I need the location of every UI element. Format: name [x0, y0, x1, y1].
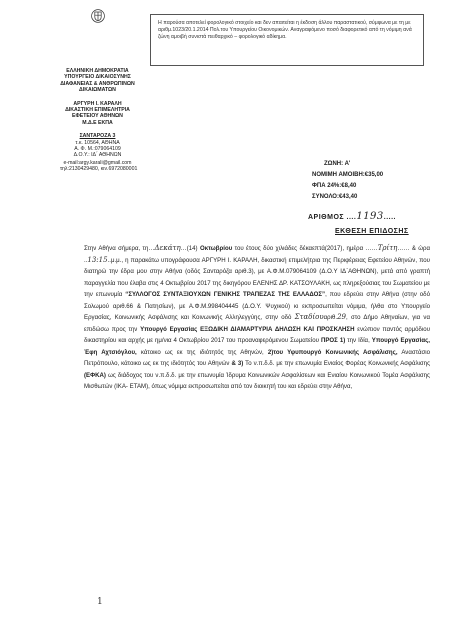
agency-line: ΔΙΑΦΑΝΕΙΑΣ & ΑΝΘΡΩΠΙΝΩΝ	[60, 80, 135, 87]
address-line: Δ.Ο.Υ.: ΙΔ΄ ΑΘΗΝΩΝ	[73, 152, 122, 159]
body-text: κάτοικο ως εκ της ιδιότητός της Αθηνών,	[140, 348, 264, 356]
body-text-bold: Υπουργό Εργασίας, Έφη Αχτσιόγλου,	[84, 337, 430, 356]
body-text: του έτους δύο χιλιάδες	[234, 245, 298, 252]
body-text: ως διάδοχος του ν.π.δ.δ. με την επωνυμία Ίδρυμα Κοινωνικών Ασφαλίσεων και Ενιαίου Κοινωνικού Τομέα Ασφάλισης Μισθωτών (ΙΚΑ- ΕΤΑΜ), όπως νόμιμα εκπροσωπείται από τον διοικητή του και εδρεύει στην Αθήνα,	[84, 371, 430, 390]
bailiff-block	[60, 101, 135, 127]
agency-line: ΥΠΟΥΡΓΕΙΟ ΔΙΚΑΙΟΣΥΝΗΣ	[64, 74, 131, 81]
body-text: Αναστάσιο Πετρόπουλο, κάτοικο ως εκ της ιδιότητός του Αθηνών	[84, 348, 430, 367]
agency-block	[60, 68, 135, 94]
bailiff-line: ΔΙΚΑΣΤΙΚΗ ΕΠΙΜΕΛΗΤΡΙΑ	[65, 107, 130, 114]
body-paragraph: Στην Αθήνα σήμερα, τη…Δεκάτη…(14) Οκτωβρίου του έτους δύο χιλιάδες δέκαεπτά(2017), ημέρα ……Τρίτη…… & ώρα ..13:15..μ.μ., η παρακάτω υπογράφουσα ΑΡΓΥΡΗ Ι. ΚΑΡΑΛΗ, δικαστική επιμελήτρια της Περιφέρειας Εφετείου Αθηνών, που διατηρώ την έδρα μου στην Αθήνα (οδός Σανταρόζα αριθ.3), με Α.Φ.Μ.079064109 (Δ.Ο.Υ ΙΔ΄ΑΘΗΝΩΝ), μετά από γραπτή παραγγελία που έλαβα στις 4 Οκτωβρίου 2017 της δικηγόρου ΕΛΕΝΗΣ ΔΡ. ΚΑΤΣΟΥΛΑΚΗ, ως πληρεξούσιας του Σωματείου με την επωνυμία “ΣΥΛΛΟΓΟΣ ΣΥΝΤΑΞΙΟΥΧΩΝ ΓΕΝΙΚΗΣ ΤΡΑΠΕΖΑΣ ΤΗΣ ΕΛΛΑΔΟΣ”, που εδρεύει στην Αθήνα (στην οδό Σολωμού αριθ.66 & Πατησίων), με Α.Φ.Μ.998404445 (Δ.Ο.Υ. Ψυχικού) κι εκπροσωπείται νόμιμα, ήλθα στο Υπουργείο Εργασίας, Κοινωνικής Ασφάλισης και Κοινωνικής Αλληλεγγύης, στην οδό Σταδίουαριθ.29, στο Δήμο Αθηναίων, για να επιδώσω προς την Υπουργό Εργασίας ΕΞΩΔΙΚΗ ΔΙΑΜΑΡΤΥΡΙΑ ΔΗΛΩΣΗ ΚΑΙ ΠΡΟΣΚΛΗΣΗ ενώπιον παντός αρμόδιου δικαστηρίου και αρχής με ημ/νια 4 Οκτωβρίου 2017 του προαναφερόμενου Σωματείου ΠΡΟΣ 1) την Ιδία, Υπουργό Εργασίας, Έφη Αχτσιόγλου, κάτοικο ως εκ της ιδιότητός της Αθηνών, 2)του Υφυπουργό Κοινωνικής Ασφάλισης, Αναστάσιο Πετρόπουλο, κάτοικο ως εκ της ιδιότητός του Αθηνών & 3) Το ν.π.δ.δ. με την επωνυμία Ενιαίος Φορέας Κοινωνικής Ασφάλισης (ΕΦΚΑ) ως διάδοχος του ν.π.δ.δ. με την επωνυμία Ίδρυμα Κοινωνικών Ασφαλίσεων και Ενιαίου Κοινωνικού Τομέα Ασφάλισης Μισθωτών (ΙΚΑ- ΕΤΑΜ), όπως νόμιμα εκπροσωπείται από τον διοικητή του και εδρεύει στην Αθήνα,	[84, 244, 431, 390]
body-text: , που εδρεύει στην Αθήνα (στην οδό Σολωμού αριθ.66 & Πατησίων), με Α.Φ.Μ.998404445 (Δ.Ο.Υ. Ψυχικού) κι εκπροσωπείται νόμιμα, ήλθα στο Υπουργείο Εργασίας, Κοινωνικής Ασφάλισης και Κοινωνικής Αλληλεγγύης, στην οδό	[84, 291, 430, 321]
document-number: ΑΡΙΘΜΟΣ ....1193.....	[308, 211, 397, 222]
body-text: (14)	[186, 245, 198, 252]
tax-notice-text: Η παρούσα αποτελεί φορολογικό στοιχείο και δεν απαιτείται η έκδοση άλλου παραστατικού, σύμφωνα με τη με αριθμ.1023/20.1.2014 Πολ.του Υπουργείου Οικονομικών. Αναγραφόμενο ποσό διαφορετικό από τη νόμιμη ανά ζώνη αμοιβή συνιστά πειθαρχικό – φορολογικό αδίκημα.	[158, 20, 412, 40]
contact-block	[60, 159, 138, 173]
page-number: 1	[97, 597, 103, 607]
fee-legal: ΝΟΜΙΜΗ ΑΜΟΙΒΗ:€35,00	[312, 172, 384, 178]
body-text: & ώρα	[411, 245, 431, 252]
body-text: Το ν.π.δ.δ. με την επωνυμία Ενιαίος Φορέας Κοινωνικής Ασφάλισης	[245, 360, 431, 367]
handwritten-weekday: Τρίτη	[377, 244, 398, 252]
body-text-bold: & 3)	[231, 360, 244, 367]
fee-zone: ΖΩΝΗ: Α'	[324, 161, 351, 167]
fee-summary	[312, 159, 432, 203]
body-text: Στην Αθήνα σήμερα, τη	[84, 245, 149, 252]
handwritten-street-number: 29	[337, 313, 347, 321]
body-text: δέκαεπτά(2017), ημέρα	[299, 245, 364, 252]
body-text-bold: Υπουργό Εργασίας ΕΞΩΔΙΚΗ ΔΙΑΜΑΡΤΥΡΙΑ ΔΗΛΩΣΗ ΚΑΙ ΠΡΟΣΚΛΗΣΗ	[140, 325, 355, 333]
handwritten-street: Σταδίου	[294, 313, 324, 321]
handwritten-time: 13:15	[87, 255, 108, 264]
body-text-bold: (ΕΦΚΑ)	[84, 371, 106, 379]
bailiff-line: Μ.Δ.Ε ΕΚΠΑ	[82, 119, 113, 126]
body-text-bold: Οκτωβρίου	[199, 245, 233, 252]
body-text: , στο Δήμο Αθηναίων, για να επιδώσω προς την	[84, 314, 430, 333]
fee-vat: ΦΠΑ 24%:€8,40	[312, 183, 357, 189]
tax-notice-box	[150, 14, 424, 66]
sender-header	[60, 8, 138, 173]
fee-total: ΣΥΝΟΛΟ:€43,40	[312, 194, 358, 200]
email-line: e-mail:argy.karali@gmail.com	[63, 159, 132, 166]
document-title: ΕΚΘΕΣΗ ΕΠΙΔΟΣΗΣ	[335, 228, 409, 235]
body-text-bold: “ΣΥΛΛΟΓΟΣ ΣΥΝΤΑΞΙΟΥΧΩΝ ΓΕΝΙΚΗΣ ΤΡΑΠΕΖΑΣ ΤΗΣ ΕΛΛΑΔΟΣ”	[125, 291, 326, 298]
body-text-bold: ΠΡΟΣ 1)	[320, 337, 346, 344]
body-text-bold: 2)του Υφυπουργό Κοινωνικής Ασφάλισης,	[267, 348, 398, 356]
bailiff-line: ΕΦΕΤΕΙΟΥ ΑΘΗΝΩΝ	[72, 113, 123, 120]
body-text: αριθ.	[323, 314, 338, 321]
address-line: τ.κ. 10564, ΑΘΗΝΑ	[75, 139, 120, 146]
document-number-label: ΑΡΙΘΜΟΣ	[308, 214, 345, 221]
handwritten-day: Δεκάτη	[154, 244, 181, 252]
address-block	[60, 133, 135, 159]
document-body	[84, 243, 430, 393]
greek-coat-of-arms-icon	[90, 8, 106, 24]
document-number-value: 1193	[356, 211, 384, 222]
body-text: ενώπιον παντός αρμόδιου δικαστηρίου και αρχής με ημ/νια 4 Οκτωβρίου 2017 του προαναφερόμενου Σωματείου	[84, 325, 431, 344]
bailiff-line: ΑΡΓΥΡΗ Ι. ΚΑΡΑΛΗ	[73, 100, 122, 107]
phone-line: τηλ:2130429480, κιν.6972080001	[60, 166, 138, 173]
agency-line: ΕΛΛΗΝΙΚΗ ΔΗΜΟΚΡΑΤΙΑ	[66, 68, 129, 74]
body-text: την Ιδία,	[347, 337, 370, 344]
body-text: μ.μ., η παρακάτω υπογράφουσα ΑΡΓΥΡΗ Ι. ΚΑΡΑΛΗ, δικαστική επιμελήτρια της Περιφέρειας Εφετείου Αθηνών, που διατηρώ την έδρα μου στην Αθήνα (οδός Σανταρόζα αριθ.3), με Α.Φ.Μ.079064109 (Δ.Ο.Υ ΙΔ΄ΑΘΗΝΩΝ), μετά από γραπτή παραγγελία που έλαβα στις 4 Οκτωβρίου 2017 της δικηγόρου ΕΛΕΝΗΣ ΔΡ. ΚΑΤΣΟΥΛΑΚΗ, ως πληρεξούσιας του Σωματείου με την επωνυμία	[84, 256, 430, 298]
agency-line: ΔΙΚΑΙΩΜΑΤΩΝ	[79, 87, 116, 94]
address-line: Α. Φ. Μ.:079064109	[74, 146, 121, 153]
address-line: ΣΑΝΤΑΡΟΖΑ 3	[79, 133, 116, 140]
